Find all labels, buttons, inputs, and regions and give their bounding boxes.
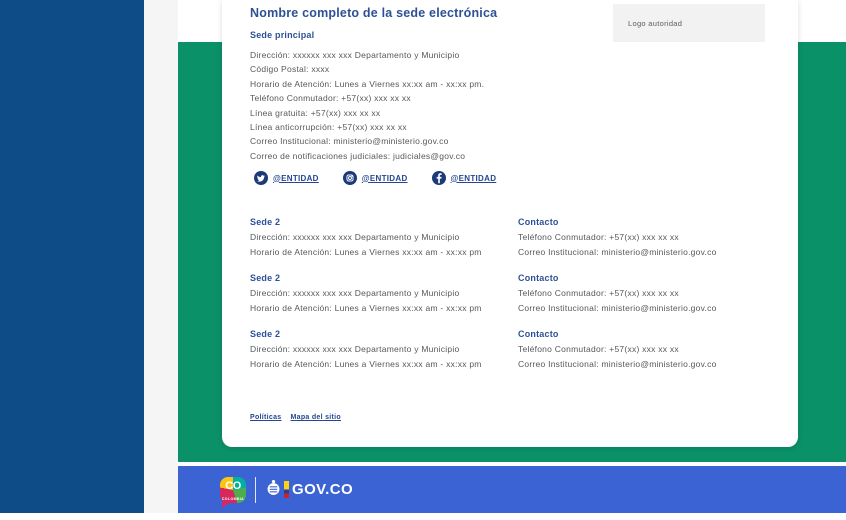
govco-logo[interactable] (266, 479, 353, 501)
branch-contact-block (518, 327, 770, 372)
facebook-link[interactable] (432, 171, 497, 185)
branch-hours-line: Horario de Atención: Lunes a Viernes xx:xx am - xx:xx pm (250, 303, 482, 313)
contact-phone-line: Teléfono Conmutador: +57(xx) xxx xx xx (518, 344, 679, 354)
instagram-handle: @ENTIDAD (361, 173, 408, 183)
branch-office-block (250, 215, 518, 260)
twitter-link[interactable] (254, 171, 319, 185)
contact-email-line: Correo Institucional: ministerio@ministerio.gov.co (518, 303, 717, 313)
branch-office-block (250, 271, 518, 316)
left-sidebar (0, 0, 144, 513)
colombia-logo-subtext: COLOMBIA (221, 496, 245, 501)
authority-logo-label: Logo autoridad (628, 18, 683, 28)
facebook-icon (432, 171, 446, 185)
branch-address-line: Dirección: xxxxxx xxx xxx Departamento y Municipio (250, 288, 460, 298)
contact-heading: Contacto (518, 273, 559, 283)
contact-email-line: Correo Institucional: ministerio@ministerio.gov.co (518, 247, 717, 257)
postal-code-line: Código Postal: xxxx (250, 64, 330, 75)
govco-emblem-icon (266, 479, 281, 501)
branch-row (250, 215, 770, 260)
main-office-section (250, 28, 484, 163)
anticorruption-line: Línea anticorrupción: +57(xx) xxx xx xx (250, 122, 407, 133)
branch-address-line: Dirección: xxxxxx xxx xxx Departamento y Municipio (250, 344, 460, 354)
sitemap-link[interactable]: Mapa del sitio (290, 414, 341, 421)
page-title: Nombre completo de la sede electrónica (250, 6, 498, 20)
social-links-row (254, 171, 496, 185)
branch-heading: Sede 2 (250, 273, 281, 283)
authority-logo-placeholder (613, 4, 765, 42)
branch-contact-block (518, 271, 770, 316)
contact-heading: Contacto (518, 329, 559, 339)
hours-line: Horario de Atención: Lunes a Viernes xx:xx am - xx:xx pm. (250, 78, 485, 89)
policies-link[interactable]: Políticas (250, 414, 282, 421)
colombia-logo-text: CO (225, 479, 241, 492)
branch-address-line: Dirección: xxxxxx xxx xxx Departamento y Municipio (250, 232, 460, 242)
branch-row (250, 271, 770, 316)
govco-wordmark: GOV.CO (292, 481, 354, 498)
branch-hours-line: Horario de Atención: Lunes a Viernes xx:xx am - xx:xx pm (250, 359, 482, 369)
instagram-icon (343, 171, 357, 185)
footer-links-row (250, 414, 341, 421)
branch-heading: Sede 2 (250, 217, 281, 227)
branch-hours-line: Horario de Atención: Lunes a Viernes xx:xx am - xx:xx pm (250, 247, 482, 257)
contact-heading: Contacto (518, 217, 559, 227)
contact-phone-line: Teléfono Conmutador: +57(xx) xxx xx xx (518, 232, 679, 242)
tollfree-line: Línea gratuita: +57(xx) xxx xx xx (250, 107, 381, 118)
branch-office-block (250, 327, 518, 372)
facebook-handle: @ENTIDAD (450, 173, 497, 183)
address-line: Dirección: xxxxxx xxx xxx Departamento y Municipio (250, 50, 460, 60)
instagram-link[interactable] (343, 171, 408, 185)
contact-email-line: Correo Institucional: ministerio@ministerio.gov.co (518, 359, 717, 369)
main-office-heading: Sede principal (250, 30, 315, 40)
phone-line: Teléfono Conmutador: +57(xx) xxx xx xx (250, 93, 411, 104)
page-gutter (144, 0, 178, 513)
branch-contact-block (518, 215, 770, 260)
judicial-email-line: Correo de notificaciones judiciales: judiciales@gov.co (250, 150, 466, 161)
colombia-brand-logo[interactable] (220, 477, 246, 503)
branch-row (250, 327, 770, 372)
footer-card (222, 0, 798, 447)
contact-phone-line: Teléfono Conmutador: +57(xx) xxx xx xx (518, 288, 679, 298)
branch-heading: Sede 2 (250, 329, 281, 339)
colombia-flag-bar (284, 481, 289, 498)
twitter-icon (254, 171, 268, 185)
footer-logo-divider (255, 477, 256, 503)
email-line: Correo Institucional: ministerio@ministerio.gov.co (250, 136, 449, 147)
govco-footer-bar (178, 466, 846, 513)
branch-offices-section (250, 215, 770, 383)
twitter-handle: @ENTIDAD (273, 173, 319, 183)
